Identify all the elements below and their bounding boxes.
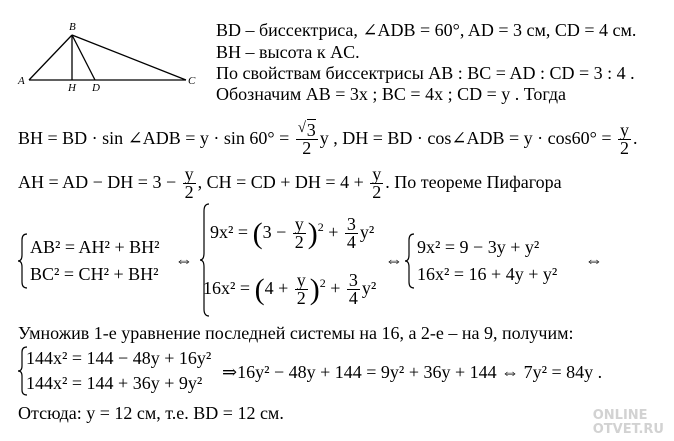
system2-row1: 9x² = (3 − $\frac{y}{2}$ )$^2$ + $\frac{3}{4}$ y² xyxy=(210,214,375,253)
vertex-label-b: B xyxy=(69,21,76,33)
watermark-logo: ONLINE OTVET.RU xyxy=(592,408,664,437)
triangle-figure xyxy=(0,0,200,95)
ah-expression: AH = AD − DH = 3 − xyxy=(18,172,181,192)
bh-expression: BH = BD · sin ∠ADB = y · sin 60° = xyxy=(18,128,294,148)
system-substituted xyxy=(200,203,410,317)
ch-expression: , CH = CD + DH = 4 + xyxy=(197,172,369,192)
system4-row1: 144x² = 144 − 48y + 16y² xyxy=(26,348,212,368)
left-brace-icon xyxy=(18,233,28,289)
vertex-label-c: C xyxy=(188,75,196,87)
system-pythagoras xyxy=(18,233,193,289)
bisector-property-line: По свойствам биссектрисы AB : BC = AD : CD = 3 : 4 . xyxy=(216,63,635,83)
system3-row2: 16x² = 16 + 4y + y² xyxy=(417,264,558,284)
system3-row1: 9x² = 9 − 3y + y² xyxy=(417,237,540,257)
dh-expression: y , DH = BD · cos∠ADB = y · cos60° = xyxy=(319,128,616,148)
given-line-2: BH – высота к AC. xyxy=(216,42,360,62)
bh-dh-line: BH = BD · sin ∠ADB = y · sin 60° = √ $\frac{3}{2}$ y , DH = BD · cos∠ADB = y · cos60° = $\frac{y}{2}$ . xyxy=(18,118,637,158)
sqrt-symbol: √ 3 xyxy=(298,122,316,139)
pythagoras-text: . По теореме Пифагора xyxy=(385,172,562,192)
sqrt3-over-2-fraction: √ $\frac{3}{2}$ xyxy=(296,122,318,157)
vertex-label-a: A xyxy=(18,75,25,87)
notation-line: Обозначим AB = 3x ; BC = 4x ; CD = y . Тогда xyxy=(216,84,566,104)
equivalence-arrow-3: ⇔ xyxy=(585,250,603,270)
ah-ch-line xyxy=(18,162,562,202)
multiply-sentence: Умножив 1-е уравнение последней системы на 16, а 2-е – на 9, получим: xyxy=(18,323,574,343)
left-brace-icon xyxy=(405,233,415,289)
y-over-2-fraction: $\frac{y}{2}$ xyxy=(619,120,629,159)
vertex-label-d: D xyxy=(92,82,100,94)
system-simplified xyxy=(405,233,580,289)
result-equation: ⇒16y² − 48y + 144 = 9y² + 36y + 144 ⇔ 7y² = 84y . xyxy=(222,362,603,382)
vertex-label-h: H xyxy=(68,82,76,94)
system1-row1: AB² = AH² + BH² xyxy=(30,237,160,257)
system-multiplied xyxy=(18,346,228,396)
ah-fraction: $\frac{y}{2}$ xyxy=(184,164,194,203)
equivalence-arrow-1: ⇔ xyxy=(175,250,193,270)
system1-row2: BC² = CH² + BH² xyxy=(30,264,159,284)
system2-row2: 16x² = (4 + $\frac{y}{2}$ )$^2$ + $\frac{3}{4}$ y² xyxy=(203,270,377,309)
equivalence-arrow-2: ⇔ xyxy=(385,250,403,270)
conclusion-line: Отсюда: y = 12 см, т.е. BD = 12 см. xyxy=(18,403,284,423)
system4-row2: 144x² = 144 + 36y + 9y² xyxy=(26,373,203,393)
ch-fraction: $\frac{y}{2}$ xyxy=(372,164,382,203)
given-line-1: BD – биссектриса, ∠ADB = 60°, AD = 3 см, CD = 4 см. xyxy=(216,20,637,40)
